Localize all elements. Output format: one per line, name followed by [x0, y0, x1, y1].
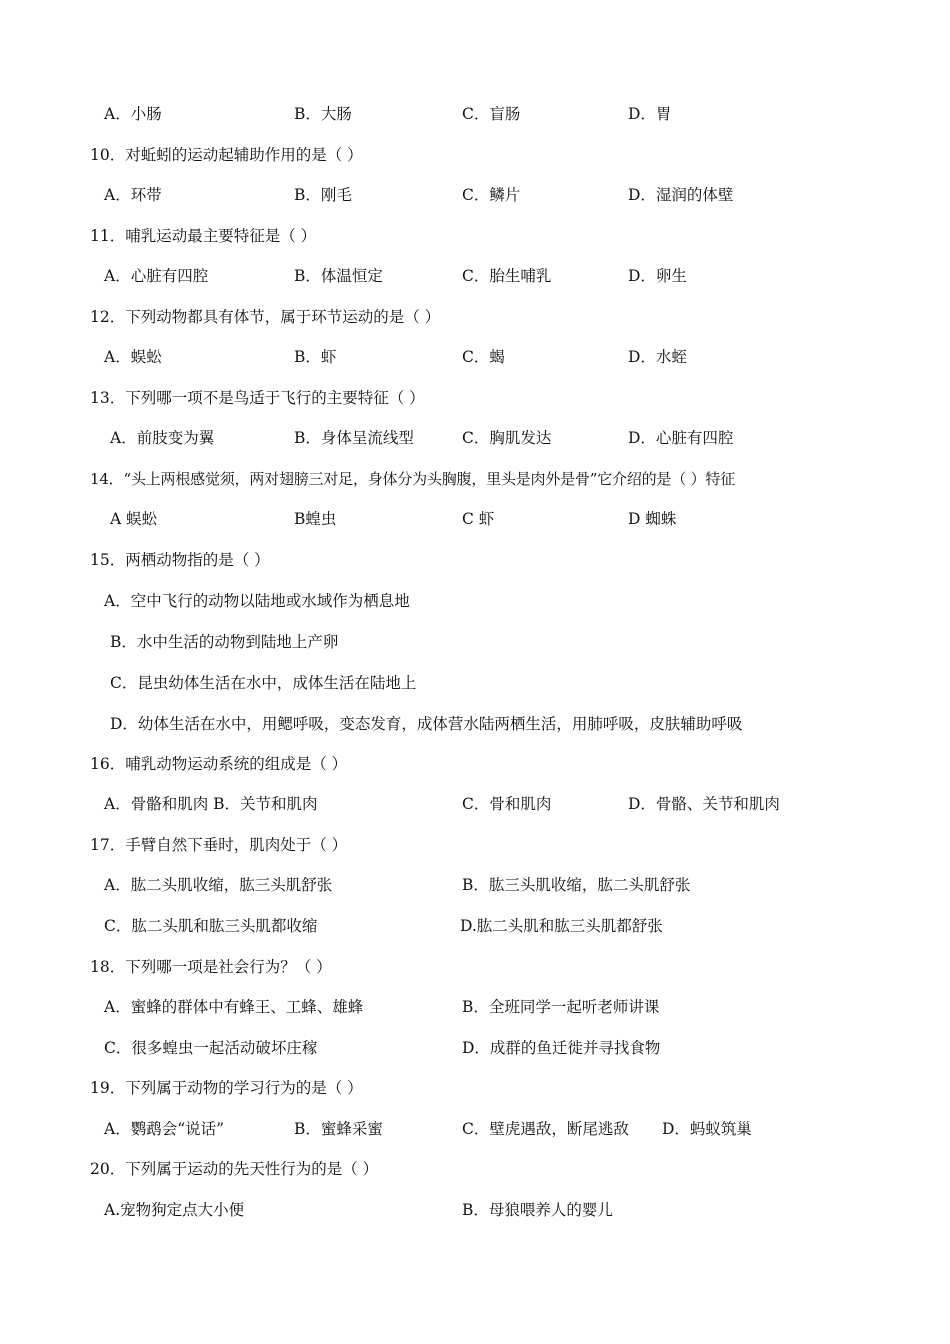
q17-option-a: A．肱二头肌收缩，肱三头肌舒张 [104, 876, 333, 894]
q19-option-c: C．壁虎遇敌，断尾逃敌 [462, 1120, 629, 1138]
q9-option-c: C．盲肠 [462, 105, 521, 123]
q17-option-b: B．肱三头肌收缩，肱二头肌舒张 [462, 876, 691, 894]
q20-stem: 20．下列属于运动的先天性行为的是（ ） [90, 1160, 379, 1178]
q14-option-d: D 蜘蛛 [628, 510, 677, 528]
q13-option-a: A．前肢变为翼 [110, 429, 215, 447]
q19-option-b: B．蜜蜂采蜜 [294, 1120, 383, 1138]
q11-option-b: B．体温恒定 [294, 267, 383, 285]
q11-stem: 11．哺乳运动最主要特征是（ ） [90, 227, 317, 245]
q20-option-a: A.宠物狗定点大小便 [104, 1201, 245, 1219]
q14-option-b: B蝗虫 [294, 510, 337, 528]
q19-option-a: A．鹦鹉会“说话” [104, 1120, 225, 1138]
q15-option-c: C．昆虫幼体生活在水中，成体生活在陆地上 [110, 674, 417, 692]
q12-option-c: C．蝎 [462, 348, 505, 366]
q10-option-a: A．环带 [104, 186, 162, 204]
q17-stem: 17．手臂自然下垂时，肌肉处于（ ） [90, 836, 348, 854]
q12-option-d: D．水蛭 [628, 348, 687, 366]
q11-option-d: D．卵生 [628, 267, 687, 285]
q18-stem: 18．下列哪一项是社会行为？（ ） [90, 958, 332, 976]
q14-option-c: C 虾 [462, 510, 495, 528]
q9-option-b: B．大肠 [294, 105, 352, 123]
q9-option-d: D．胃 [628, 105, 672, 123]
q17-option-d: D.肱二头肌和肱三头肌都舒张 [460, 917, 663, 935]
q9-option-a: A．小肠 [104, 105, 162, 123]
q16-option-d: D．骨骼、关节和肌肉 [628, 795, 780, 813]
q19-stem: 19．下列属于动物的学习行为的是（ ） [90, 1079, 363, 1097]
q12-stem: 12．下列动物都具有体节，属于环节运动的是（ ） [90, 308, 441, 326]
q14-option-a: A 蜈蚣 [110, 510, 158, 528]
q16-stem: 16．哺乳动物运动系统的组成是（ ） [90, 755, 348, 773]
q12-option-b: B．虾 [294, 348, 337, 366]
q13-option-c: C．胸肌发达 [462, 429, 552, 447]
q13-stem: 13．下列哪一项不是鸟适于飞行的主要特征（ ） [90, 389, 425, 407]
q11-option-c: C．胎生哺乳 [462, 267, 552, 285]
q18-option-d: D．成群的鱼迁徙并寻找食物 [462, 1039, 661, 1057]
q15-stem: 15．两栖动物指的是（ ） [90, 551, 270, 569]
q15-option-a: A．空中飞行的动物以陆地或水域作为栖息地 [104, 592, 410, 610]
q10-option-c: C．鳞片 [462, 186, 521, 204]
q10-option-d: D．湿润的体壁 [628, 186, 734, 204]
q20-option-b: B．母狼喂养人的婴儿 [462, 1201, 613, 1219]
q11-option-a: A．心脏有四腔 [104, 267, 209, 285]
q17-option-c: C．肱二头肌和肱三头肌都收缩 [104, 917, 318, 935]
q16-option-ab: A．骨骼和肌肉 B．关节和肌肉 [104, 795, 318, 813]
q18-option-b: B．全班同学一起听老师讲课 [462, 998, 660, 1016]
q15-option-b: B．水中生活的动物到陆地上产卵 [110, 633, 339, 651]
q16-option-c: C．骨和肌肉 [462, 795, 552, 813]
q13-option-b: B．身体呈流线型 [294, 429, 414, 447]
q14-stem: 14．“头上两根感觉须，两对翅膀三对足，身体分为头胸腹，里头是肉外是骨”它介绍的是（ ）特征 [90, 470, 735, 488]
q18-option-a: A．蜜蜂的群体中有蜂王、工蜂、雄蜂 [104, 998, 364, 1016]
q19-option-d: D．蚂蚁筑巢 [662, 1120, 752, 1138]
q13-option-d: D．心脏有四腔 [628, 429, 734, 447]
q12-option-a: A．蜈蚣 [104, 348, 162, 366]
q10-option-b: B．刚毛 [294, 186, 352, 204]
q18-option-c: C．很多蝗虫一起活动破坏庄稼 [104, 1039, 318, 1057]
q10-stem: 10．对蚯蚓的运动起辅助作用的是（ ） [90, 146, 363, 164]
q15-option-d: D．幼体生活在水中，用鳃呼吸，变态发育，成体营水陆两栖生活，用肺呼吸，皮肤辅助呼吸 [110, 715, 743, 733]
